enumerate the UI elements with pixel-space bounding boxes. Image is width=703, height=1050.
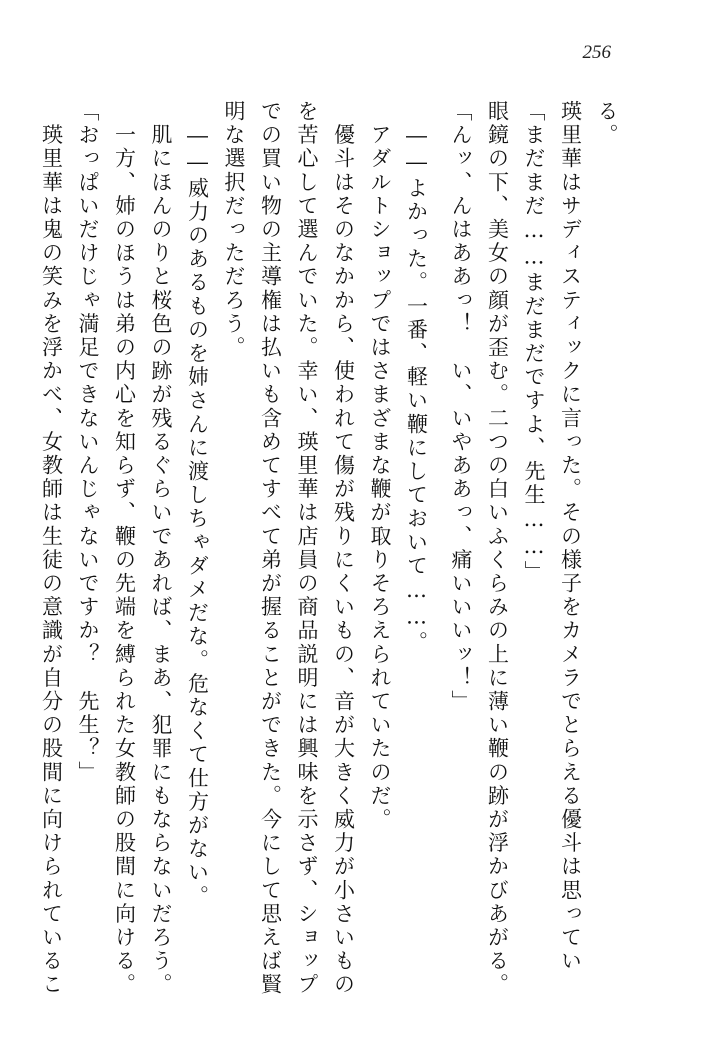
page-number: 256 [582, 42, 611, 63]
text-line: 瑛里華はサディスティックに言った。その様子をカメラでとらえる優斗は思ってい [558, 100, 583, 974]
text-line: アダルトショップではさまざまな鞭が取りそろえられていたのだ。 [368, 100, 392, 832]
text-line: 一方、姉のほうは弟の内心を知らず、鞭の先端を縛られた女教師の股間に向ける。 [112, 100, 137, 997]
text-line: での買い物の主導権は払いも含めてすべて弟が握ることができた。今にして思えば賢 [258, 100, 283, 997]
text-line: 「んッ、んはああっ！ い、いやああっ、痛いいいッ！」 [449, 100, 473, 714]
body-text [39, 100, 625, 997]
text-line: る。 [595, 100, 619, 148]
text-line: 明な選択だっただろう。 [222, 100, 246, 360]
blank-line [435, 100, 443, 970]
text-line: ――よかった。一番、軽い鞭にしておいて……。 [404, 100, 429, 655]
text-line: 「おっぱいだけじゃ満足できないんじゃないですか？ 先生？」 [76, 100, 100, 785]
text-line: 「まだまだ……まだまだですよ、先生……」 [522, 100, 546, 584]
text-line: 肌にほんのりと桜色の跡が残るぐらいであれば、まあ、犯罪にもならないだろう。 [149, 100, 173, 997]
text-line: ――威力のあるものを姉さんに渡しちゃダメだな。危なくて仕方がない。 [185, 100, 210, 909]
text-line: 眼鏡の下、美女の顔が歪む。二つの白いふくらみの上に薄い鞭の跡が浮かびあがる。 [485, 100, 510, 997]
text-line: 優斗はそのなかから、使われて傷が残りにくいもの、音が大きく威力が小さいもの [331, 100, 356, 997]
text-line: を苦心して選んでいた。幸い、瑛里華は店員の商品説明には興味を示さず、ショップ [295, 100, 319, 997]
text-line: 瑛里華は鬼の笑みを浮かべ、女教師は生徒の意識が自分の股間に向けられているこ [39, 100, 64, 997]
